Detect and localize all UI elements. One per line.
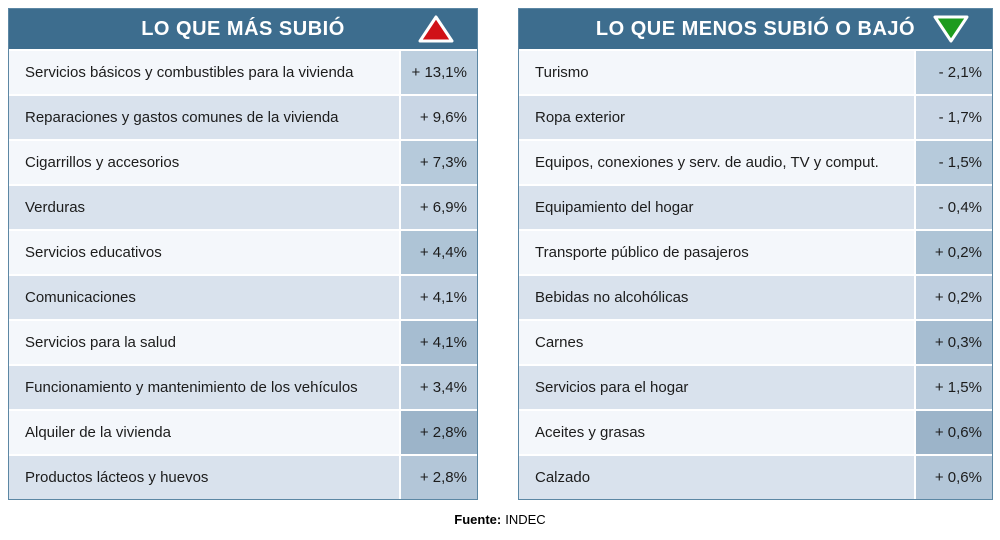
table-row [9,321,477,364]
table-row [9,96,477,139]
category-label: Cigarrillos y accesorios [9,141,399,184]
table-row [519,366,992,409]
category-label: Bebidas no alcohólicas [519,276,914,319]
table-row [519,186,992,229]
table-row [9,456,477,499]
value-cell: + 0,6% [916,456,992,499]
panel-biggest-increases [8,8,478,500]
category-label: Funcionamiento y mantenimiento de los vehículos [9,366,399,409]
panel-title: LO QUE MÁS SUBIÓ [141,17,345,40]
table-row [9,51,477,94]
value-cell: + 0,2% [916,231,992,274]
table-row [519,51,992,94]
value-cell: + 1,5% [916,366,992,409]
source-label: Fuente: [454,512,502,527]
category-label: Productos lácteos y huevos [9,456,399,499]
table-body [519,49,992,499]
panel-header [9,9,477,49]
category-label: Aceites y grasas [519,411,914,454]
table-body [9,49,477,499]
value-cell: - 0,4% [916,186,992,229]
table-row [519,456,992,499]
category-label: Comunicaciones [9,276,399,319]
table-row [9,141,477,184]
value-cell: - 1,7% [916,96,992,139]
table-row [519,276,992,319]
source-note [0,512,1000,527]
value-cell: - 1,5% [916,141,992,184]
table-row [519,321,992,364]
panel-smallest-increases [518,8,993,500]
category-label: Ropa exterior [519,96,914,139]
value-cell: + 0,2% [916,276,992,319]
category-label: Servicios educativos [9,231,399,274]
value-cell: + 0,3% [916,321,992,364]
triangle-up-icon [417,14,455,44]
value-cell: + 4,4% [401,231,477,274]
table-row [9,411,477,454]
triangle-down-icon [932,14,970,44]
category-label: Reparaciones y gastos comunes de la vivienda [9,96,399,139]
category-label: Servicios para la salud [9,321,399,364]
value-cell: + 7,3% [401,141,477,184]
category-label: Servicios básicos y combustibles para la vivienda [9,51,399,94]
category-label: Verduras [9,186,399,229]
table-row [9,186,477,229]
table-row [519,141,992,184]
category-label: Servicios para el hogar [519,366,914,409]
category-label: Carnes [519,321,914,364]
value-cell: + 4,1% [401,321,477,364]
table-row [519,231,992,274]
category-label: Turismo [519,51,914,94]
category-label: Calzado [519,456,914,499]
value-cell: + 4,1% [401,276,477,319]
value-cell: - 2,1% [916,51,992,94]
value-cell: + 9,6% [401,96,477,139]
value-cell: + 2,8% [401,456,477,499]
value-cell: + 2,8% [401,411,477,454]
table-row [519,411,992,454]
table-row [9,231,477,274]
table-row [9,276,477,319]
category-label: Alquiler de la vivienda [9,411,399,454]
value-cell: + 6,9% [401,186,477,229]
category-label: Equipos, conexiones y serv. de audio, TV y comput. [519,141,914,184]
value-cell: + 0,6% [916,411,992,454]
panel-header [519,9,992,49]
panel-title: LO QUE MENOS SUBIÓ O BAJÓ [595,17,916,40]
table-row [9,366,477,409]
table-row [519,96,992,139]
value-cell: + 3,4% [401,366,477,409]
category-label: Equipamiento del hogar [519,186,914,229]
source-value: INDEC [505,512,546,527]
category-label: Transporte público de pasajeros [519,231,914,274]
value-cell: + 13,1% [401,51,477,94]
